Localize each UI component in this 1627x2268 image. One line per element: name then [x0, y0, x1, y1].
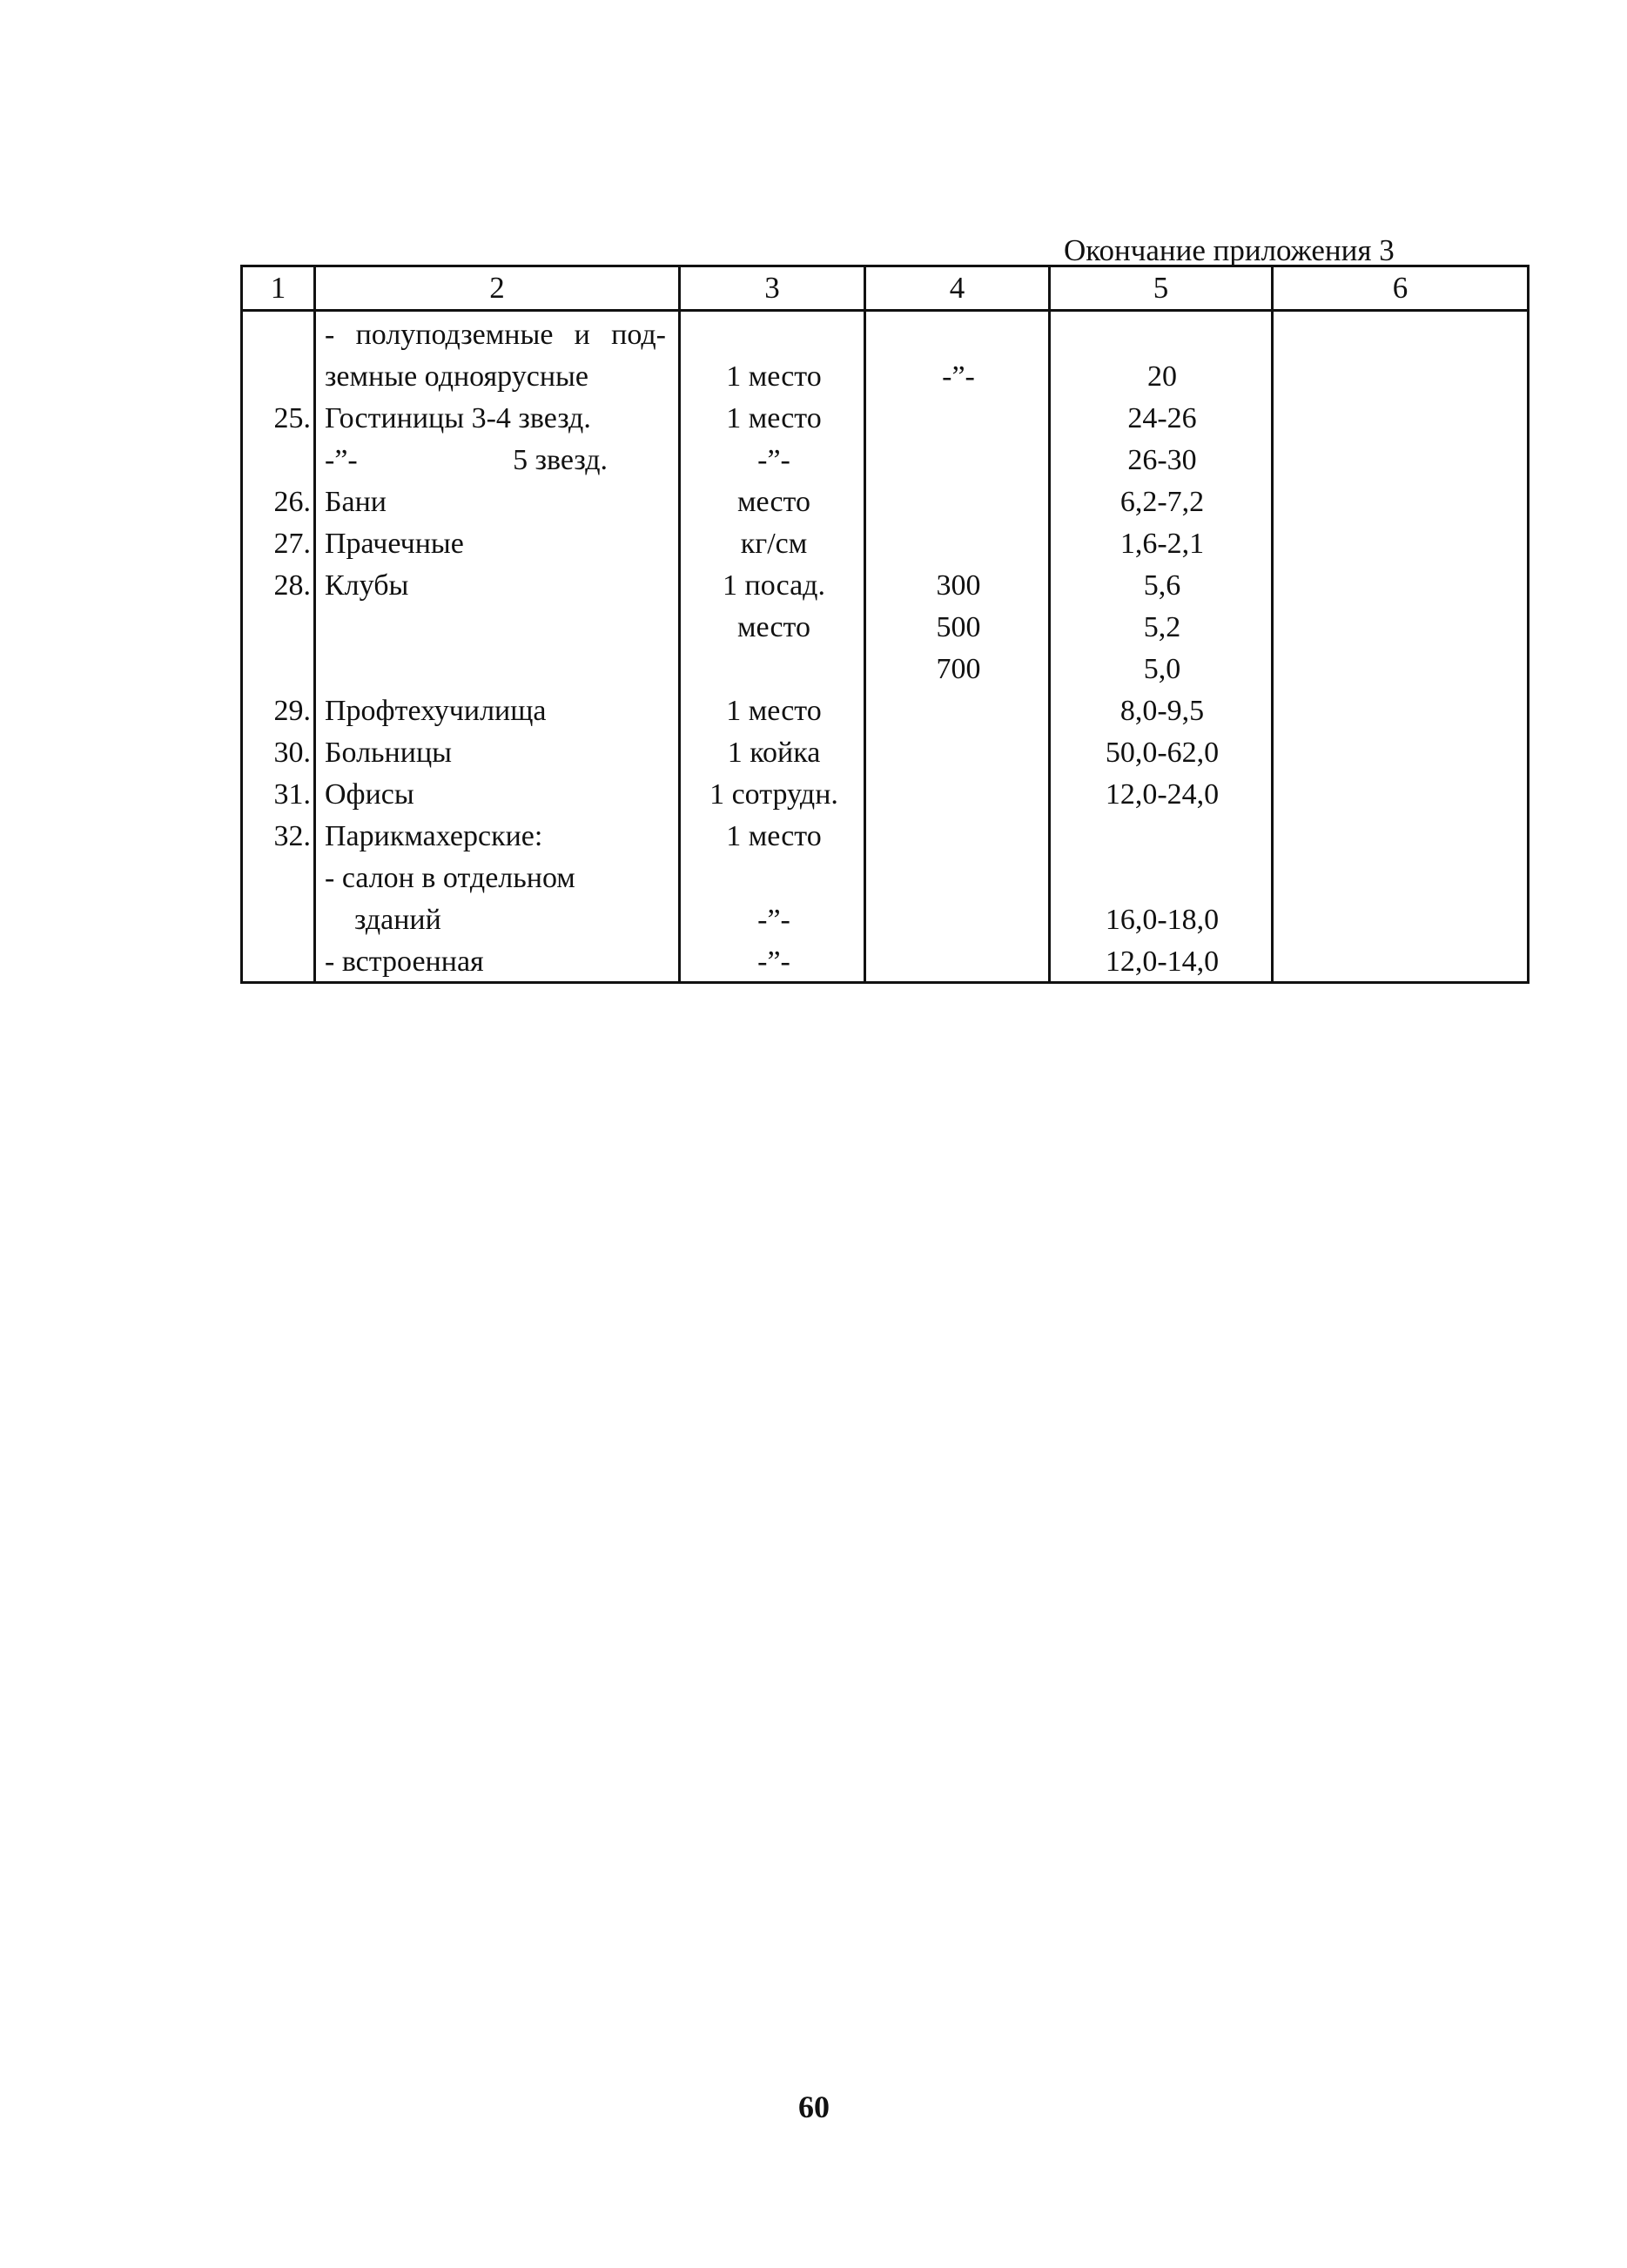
row-unit: 1 сотрудн.: [709, 778, 838, 811]
page-number: 60: [798, 2090, 830, 2124]
row-quantity: [866, 690, 1051, 732]
row-note: [1274, 858, 1530, 899]
row-unit: место: [737, 611, 810, 643]
row-note: [1274, 523, 1530, 565]
row-value: [1051, 314, 1274, 356]
appendix-table: [240, 265, 1530, 984]
row-unit: 1 место: [726, 360, 822, 393]
row-value: 8,0-9,5: [1119, 695, 1205, 727]
row-value: [1051, 816, 1274, 858]
column-header-5: 5: [1153, 271, 1169, 305]
row-quantity: [866, 481, 1051, 523]
row-note: [1274, 649, 1530, 690]
row-quantity: [866, 858, 1051, 899]
row-name-stars: 5 звезд.: [513, 444, 608, 476]
row-note: [1274, 398, 1530, 440]
row-quantity: [866, 816, 1051, 858]
row-note: [1274, 899, 1530, 941]
column-separator: [678, 267, 681, 981]
row-number: [243, 314, 311, 356]
row-note: [1274, 732, 1530, 774]
row-value: 6,2-7,2: [1119, 486, 1205, 518]
row-number: [243, 440, 311, 481]
row-quantity: [866, 941, 1051, 983]
appendix-caption: Окончание приложения 3: [1064, 233, 1395, 267]
row-note: [1274, 690, 1530, 732]
row-quantity: -”-: [942, 360, 975, 393]
row-note: [1274, 941, 1530, 983]
row-quantity: [866, 440, 1051, 481]
row-quantity: [866, 523, 1051, 565]
row-name: - встроенная: [325, 946, 484, 978]
row-unit: -”-: [757, 946, 790, 978]
row-number: [243, 649, 311, 690]
row-unit: 1 место: [726, 402, 822, 434]
row-number: 29.: [273, 695, 311, 727]
row-note: [1274, 314, 1530, 356]
row-value: 50,0-62,0: [1105, 737, 1220, 769]
row-number: 32.: [273, 820, 311, 852]
row-quantity: 300: [936, 569, 981, 602]
row-name-ditto: -”-: [325, 444, 358, 476]
column-header-6: 6: [1392, 271, 1408, 305]
row-value: 12,0-14,0: [1105, 946, 1220, 978]
row-name: Больницы: [325, 737, 452, 769]
row-note: [1274, 774, 1530, 816]
row-name: Клубы: [325, 569, 409, 602]
row-value: [1051, 858, 1274, 899]
column-separator: [313, 267, 316, 981]
row-number: 26.: [273, 486, 311, 518]
row-unit: 1 место: [726, 695, 822, 727]
row-unit: [682, 858, 866, 899]
row-unit: кг/см: [740, 528, 808, 560]
row-value: 24-26: [1127, 402, 1197, 434]
row-quantity: [866, 899, 1051, 941]
column-header-2: 2: [489, 271, 505, 305]
row-name: земные одноярусные: [325, 360, 588, 393]
row-unit: 1 посад.: [723, 569, 825, 602]
row-number: [243, 899, 311, 941]
row-value: 5,2: [1143, 611, 1181, 643]
row-quantity: 700: [936, 653, 981, 685]
column-header-1: 1: [270, 271, 286, 305]
row-quantity: [866, 732, 1051, 774]
row-number: [243, 858, 311, 899]
row-note: [1274, 607, 1530, 649]
row-name: зданий: [354, 904, 441, 936]
column-header-4: 4: [949, 271, 965, 305]
row-quantity: 500: [936, 611, 981, 643]
row-unit: 1 место: [726, 820, 822, 852]
row-name: Гостиницы 3-4 звезд.: [325, 402, 591, 434]
row-name: [325, 607, 673, 649]
row-value: 16,0-18,0: [1105, 904, 1220, 936]
row-name: Прачечные: [325, 528, 464, 560]
row-note: [1274, 356, 1530, 398]
row-name: Офисы: [325, 778, 414, 811]
row-number: [243, 941, 311, 983]
row-number: [243, 356, 311, 398]
row-number: 25.: [273, 402, 311, 434]
row-number: 27.: [273, 528, 311, 560]
row-value: 12,0-24,0: [1105, 778, 1220, 811]
row-name: Бани: [325, 486, 387, 518]
row-unit: [682, 314, 866, 356]
row-number: [243, 607, 311, 649]
row-number: 31.: [273, 778, 311, 811]
row-unit: -”-: [757, 444, 790, 476]
column-header-3: 3: [764, 271, 780, 305]
header-separator: [243, 309, 1527, 312]
row-unit: [682, 649, 866, 690]
row-quantity: [866, 774, 1051, 816]
row-note: [1274, 565, 1530, 607]
row-name: - полуподземные и под-: [325, 319, 666, 351]
row-unit: 1 койка: [727, 737, 821, 769]
row-quantity: [866, 314, 1051, 356]
row-value: 1,6-2,1: [1119, 528, 1205, 560]
row-name: - салон в отдельном: [325, 862, 575, 894]
row-number: 28.: [273, 569, 311, 602]
row-number: 30.: [273, 737, 311, 769]
row-value: 20: [1147, 360, 1177, 393]
row-unit: -”-: [757, 904, 790, 936]
row-name: [325, 440, 608, 481]
row-note: [1274, 481, 1530, 523]
row-name: [325, 649, 673, 690]
row-note: [1274, 816, 1530, 858]
row-name: Профтехучилища: [325, 695, 547, 727]
row-note: [1274, 440, 1530, 481]
row-value: 5,0: [1143, 653, 1181, 685]
row-value: 5,6: [1143, 569, 1181, 602]
row-unit: место: [737, 486, 810, 518]
row-value: 26-30: [1127, 444, 1197, 476]
row-name: Парикмахерские:: [325, 820, 543, 852]
row-quantity: [866, 398, 1051, 440]
